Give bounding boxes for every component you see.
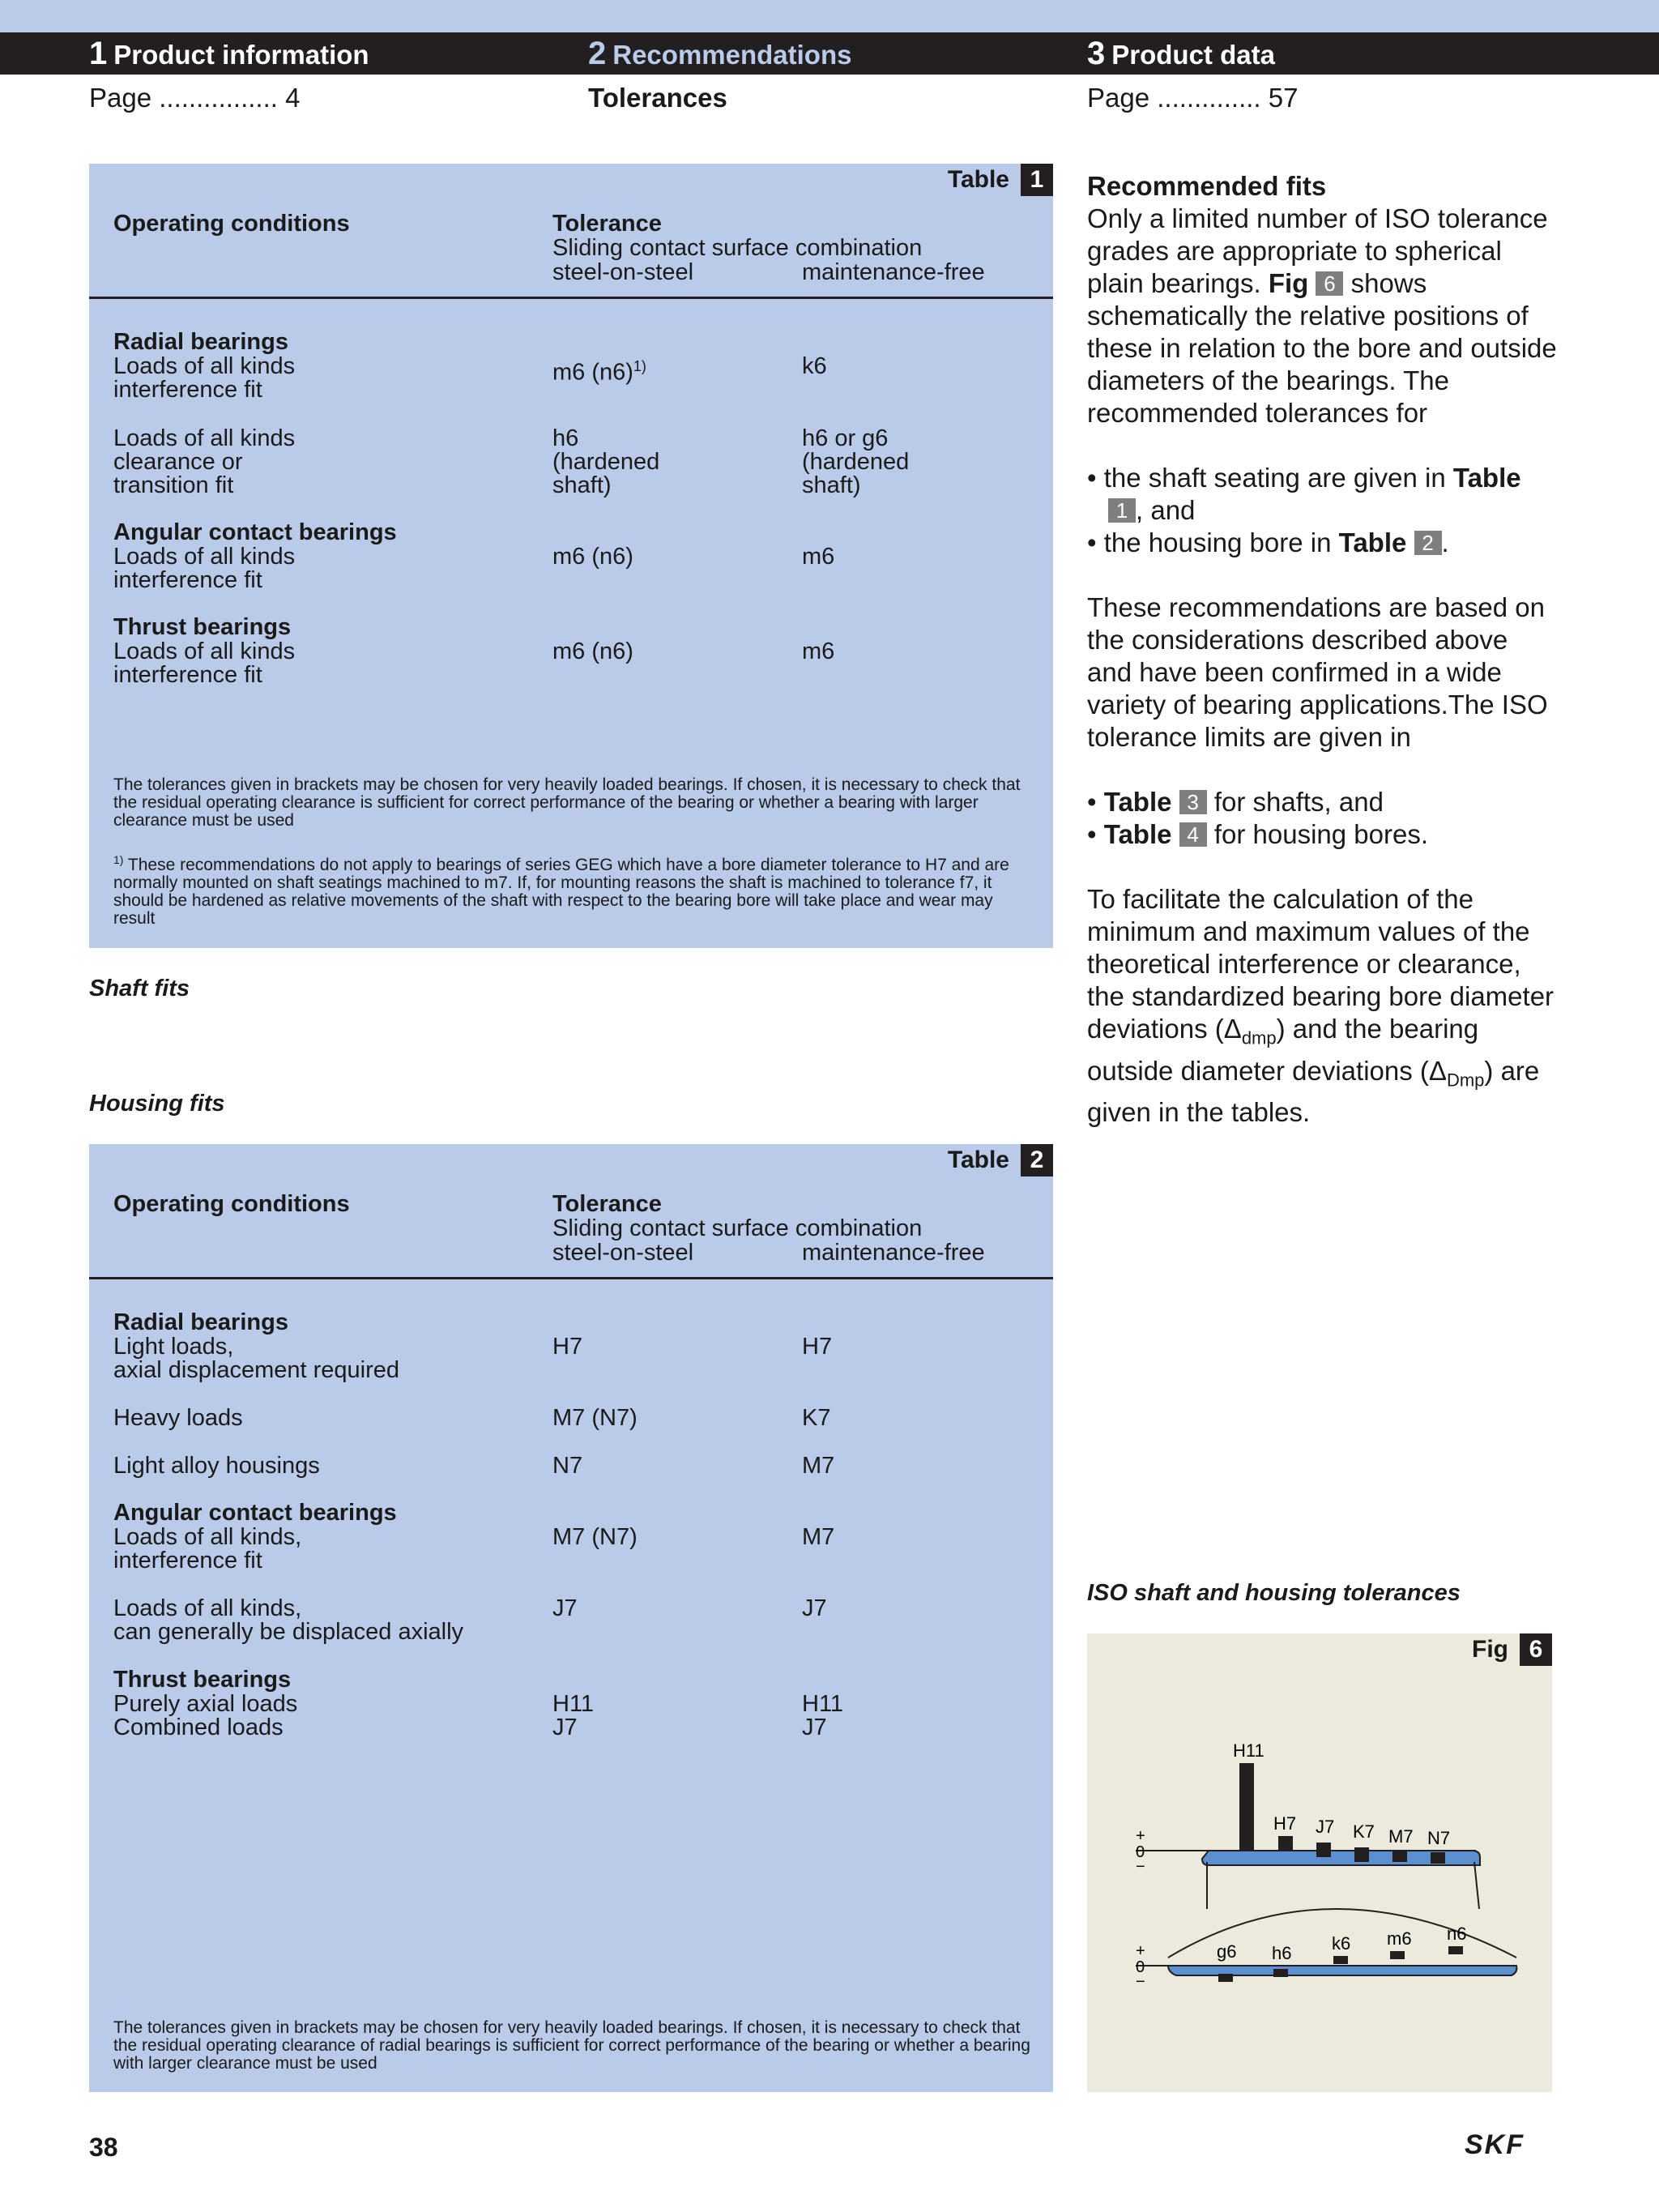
label-n7: N7 (1427, 1828, 1451, 1848)
section-heading: Recommended fits (1087, 171, 1327, 201)
header-steel-on-steel: steel-on-steel (552, 1240, 694, 1266)
label-m6: m6 (1387, 1928, 1412, 1949)
table-ref-badge: 1 (1108, 498, 1136, 523)
header-tolerance: Tolerance (552, 1191, 662, 1217)
table-housing-tolerances: Table 2 Operating conditions Tolerance Sliding contact surface combination steel-on-steel maintenance-free Radial bearings Light loads, axial displacement required H7 H7 Heavy loads M7 (N7) K7 Light alloy housings N7 M7 Angular contact bearings Loads of all kinds, interference fit M7 (N7) M7 Loads of all kinds, can generally be displaced axially J7 J7 Thrust bearings Purely axial loads Combined loads H11 J7 H11 J7 The tolerances given in brackets may be chosen for very heavily loaded bearings. If chosen, it is necessary to check that the residual operating clearance of radial bearings is sufficient for correct performance of the bearing or whether a bearing with larger clearance must be used (89, 1144, 1053, 2092)
fig-label: Fig 6 (1472, 1633, 1552, 1666)
bullet-item: • Table 3 for shafts, and (1087, 787, 1384, 817)
table-footnote: The tolerances given in brackets may be chosen for very heavily loaded bearings. If chosen, it is necessary to check that the residual operating clearance is sufficient for correct performance of the bearing or whether a bearing with larger clearance must be used (113, 775, 1021, 830)
label-k6: k6 (1332, 1933, 1351, 1954)
bullet-item: • the shaft seating are given in Table 1 , and (1087, 463, 1521, 525)
tol-bar-g6 (1218, 1974, 1233, 1982)
tol-bar-m6 (1390, 1951, 1405, 1959)
caption-shaft-fits: Shaft fits (89, 976, 190, 1001)
page-number: 38 (89, 2133, 118, 2162)
table-label: Table 1 (948, 164, 1053, 196)
caption-fig-6: ISO shaft and housing tolerances (1087, 1580, 1461, 1606)
page-title: Tolerances (588, 83, 727, 113)
label-j7: J7 (1316, 1817, 1335, 1837)
table-ref-badge: 2 (1414, 531, 1442, 555)
table-shaft-tolerances: Table 1 Operating conditions Tolerance Sliding contact surface combination steel-on-steel maintenance-free Radial bearings Loads of all kinds interference fit m6 $(n6)^{1)}$ k6 Loads of all kinds clearance or transition fit h6 (hardened shaft) h6 or g6 (hardened shaft) Angular contact bearings Loads of all kinds interference fit m6 (n6) m6 Thrust bearings Loads of all kinds interference fit m6 (n6) m6 The tolerances given in brackets may be chosen for very heavily loaded bearings. If chosen, it is necessary to check that the residual operating clearance is sufficient for correct performance of the bearing or whether a bearing with larger clearance must be used $^{1)}$ These recommendations do not apply to bearings of series GEG which have a bore diameter tolerance to H7 and are normally mounted on shaft seatings machined to m7. If, for mounting reasons the shaft is machined to tolerance f7, it should be hardened as relative movements of the shaft with respect to the bearing bore will take place and wear may result (89, 164, 1053, 948)
axis-plus: + (1136, 1827, 1145, 1845)
header-steel-on-steel: steel-on-steel (552, 259, 694, 285)
tol-bar-k6 (1333, 1956, 1348, 1964)
tol-bar-h6 (1273, 1969, 1288, 1977)
tol-bar-m7 (1392, 1851, 1407, 1862)
paragraph: Only a limited number of ISO tolerance grades are appropriate to spherical plain bearings. Fig 6 shows schematically the relative positions of these in relation to the bore and outside diameters of the bearings. The recommended tolerances for (1087, 203, 1557, 428)
paragraph: These recommendations are based on the considerations described above and have been confirmed in a wide variety of bearing applications.The ISO tolerance limits are given in (1087, 592, 1548, 752)
bullet-item: • the housing bore in Table 2 . (1087, 527, 1449, 557)
header-combination: Sliding contact surface combination (552, 235, 923, 261)
label-g6: g6 (1217, 1941, 1237, 1962)
header-tolerance: Tolerance (552, 211, 662, 237)
axis-zero: 0 (1136, 1958, 1145, 1976)
section-nav-bar (0, 32, 1659, 75)
label-k7: K7 (1353, 1821, 1375, 1842)
header-maintenance-free: maintenance-free (802, 259, 985, 285)
skf-logo: SKF (1465, 2129, 1525, 2160)
header-operating-conditions: Operating conditions (113, 211, 350, 237)
caption-housing-fits: Housing fits (89, 1091, 225, 1117)
table-ref-badge: 4 (1179, 822, 1207, 847)
tol-bar-j7 (1316, 1843, 1331, 1857)
table-ref-badge: 3 (1179, 790, 1207, 814)
housing-ring-sides (1207, 1862, 1479, 1909)
tol-bar-n7 (1431, 1852, 1445, 1864)
label-h7: H7 (1273, 1813, 1297, 1834)
page-ref-right: Page .............. 57 (1087, 83, 1299, 113)
label-m7: M7 (1388, 1826, 1414, 1847)
header-divider (89, 1277, 1053, 1279)
label-h11: H11 (1233, 1740, 1265, 1761)
axis-minus: − (1136, 1858, 1145, 1876)
tol-bar-k7 (1354, 1847, 1369, 1862)
table-footnote-1: $^{1)}$ These recommendations do not apply to bearings of series GEG which have a bore diameter tolerance to H7 and are normally mounted on shaft seatings machined to m7. If, for mounting reasons the shaft is machined to tolerance f7, it should be hardened as relative movements of the shaft with respect to the bearing bore will take place and wear may result (113, 853, 1009, 928)
tolerance-diagram (1087, 1633, 1552, 2092)
header-maintenance-free: maintenance-free (802, 1240, 985, 1266)
header-operating-conditions: Operating conditions (113, 1191, 350, 1217)
fig-ref-badge: 6 (1316, 271, 1343, 296)
nav-product-information[interactable]: 1 Product information (89, 36, 369, 71)
label-h6: h6 (1272, 1943, 1292, 1963)
table-footnote: The tolerances given in brackets may be chosen for very heavily loaded bearings. If chosen, it is necessary to check that the residual operating clearance of radial bearings is sufficient for correct performance of the bearing or whether a bearing with larger clearance must be used (113, 2018, 1030, 2073)
tol-bar-h11 (1239, 1763, 1254, 1851)
paragraph: To facilitate the calculation of the minimum and maximum values of the theoretical interference or clearance, the standardized bearing bore diameter deviations $(\Delta_{dmp})$ and the bearing outside diameter deviations $(\Delta_{Dmp})$ are given in the tables. (1087, 884, 1555, 1128)
page-ref-left: Page ................ 4 (89, 83, 301, 113)
tol-bar-h7 (1278, 1836, 1293, 1851)
header-divider (89, 297, 1053, 299)
table-label: Table 2 (948, 1144, 1053, 1176)
axis-minus: − (1136, 1973, 1145, 1991)
nav-product-data[interactable]: 3 Product data (1087, 36, 1275, 71)
nav-recommendations[interactable]: 2 Recommendations (588, 36, 852, 71)
tol-bar-n6 (1448, 1946, 1463, 1954)
bullet-item: • Table 4 for housing bores. (1087, 819, 1428, 849)
header-strip (0, 0, 1659, 32)
header-combination: Sliding contact surface combination (552, 1215, 923, 1241)
recommended-fits-text (1087, 170, 1557, 1129)
axis-zero: 0 (1136, 1843, 1145, 1861)
label-n6: n6 (1447, 1924, 1467, 1944)
axis-plus: + (1136, 1942, 1145, 1960)
figure-iso-tolerances (1087, 1633, 1552, 2092)
